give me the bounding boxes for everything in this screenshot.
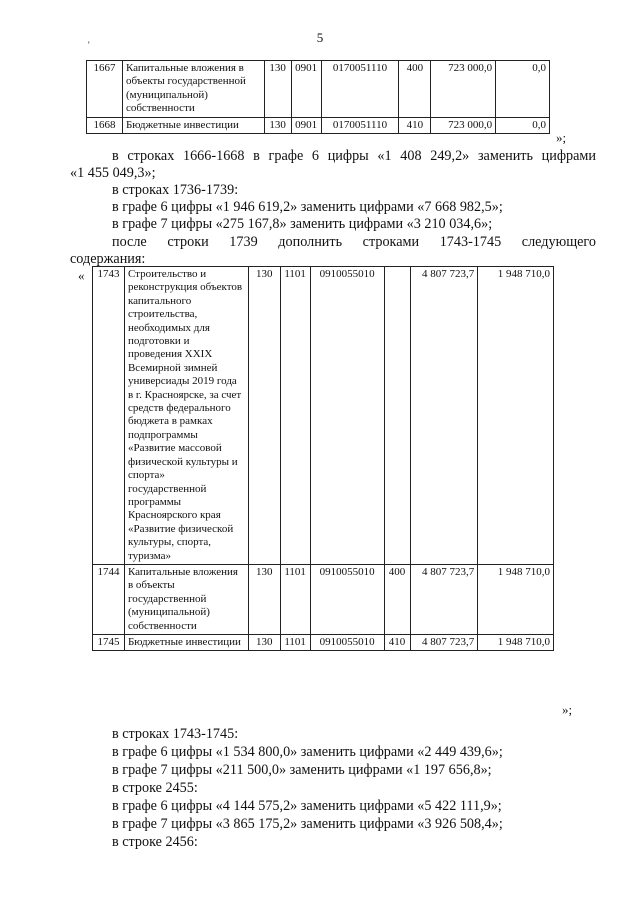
after-line-1: в строках 1743-1745:: [112, 726, 239, 742]
para-line-6: после строки 1739 дополнить строками 1743-1745 следующего: [112, 234, 596, 250]
cell-col6: 4 807 723,7: [410, 267, 478, 565]
row-name: Капитальные вложения в объекты государственной (муниципальной) собственности: [124, 564, 248, 634]
row-number: 1668: [87, 117, 123, 133]
para-line-7: содержания:: [70, 251, 146, 267]
after-line-6: в графе 7 цифры «3 865 175,2» заменить цифрами «3 926 508,4»;: [112, 816, 503, 832]
cell-code: 130: [264, 61, 291, 118]
after-line-5: в графе 6 цифры «4 144 575,2» заменить цифрами «5 422 111,9»;: [112, 798, 502, 814]
table1-close-mark: »;: [556, 130, 567, 145]
margin-tick: ': [88, 40, 90, 50]
after-line-7: в строке 2456:: [112, 834, 198, 850]
cell-col6: 4 807 723,7: [410, 564, 478, 634]
table-row: [93, 564, 554, 634]
after-line-3: в графе 7 цифры «211 500,0» заменить цифрами «1 197 656,8»;: [112, 762, 492, 778]
budget-table-1: [86, 60, 550, 134]
para-line-5: в графе 7 цифры «275 167,8» заменить цифрами «3 210 034,6»;: [112, 216, 493, 232]
table-row: [93, 634, 554, 650]
cell-type: 410: [399, 117, 431, 133]
cell-type: 400: [399, 61, 431, 118]
table-row: [87, 61, 550, 118]
cell-target: 0910055010: [310, 634, 384, 650]
para-line-4: в графе 6 цифры «1 946 619,2» заменить цифрами «7 668 982,5»;: [112, 199, 503, 215]
para-line-2: «1 455 049,3»;: [70, 165, 156, 181]
row-number: 1667: [87, 61, 123, 118]
cell-section: 0901: [291, 61, 321, 118]
cell-code: 130: [248, 634, 280, 650]
table-row: [93, 267, 554, 565]
cell-target: 0170051110: [321, 117, 399, 133]
cell-col7: 1 948 710,0: [478, 634, 554, 650]
cell-section: 0901: [291, 117, 321, 133]
cell-type: 400: [384, 564, 410, 634]
row-number: 1744: [93, 564, 125, 634]
table-row: [87, 117, 550, 133]
cell-col6: 4 807 723,7: [410, 634, 478, 650]
row-name: Бюджетные инвестиции: [122, 117, 264, 133]
table2-open-mark: «: [78, 268, 85, 283]
cell-col6: 723 000,0: [431, 117, 496, 133]
cell-target: 0910055010: [310, 267, 384, 565]
budget-table-2: [92, 266, 554, 651]
row-name: Строительство и реконструкция объектов капитального строительства, необходимых для подготовки и проведения XXIX Всемирной зимней универсиады 2019 года в г. Красноярске, за счет средств федерального бюджета в рамках подпрограммы «Развитие массовой физической культуры и спорта» государственной программы Красноярского края «Развитие физической культуры, спорта, туризма»: [124, 267, 248, 565]
after-line-2: в графе 6 цифры «1 534 800,0» заменить цифрами «2 449 439,6»;: [112, 744, 503, 760]
cell-code: 130: [248, 564, 280, 634]
cell-col6: 723 000,0: [431, 61, 496, 118]
cell-col7: 0,0: [496, 61, 550, 118]
cell-type: 410: [384, 634, 410, 650]
cell-col7: 1 948 710,0: [478, 267, 554, 565]
row-number: 1745: [93, 634, 125, 650]
cell-type: [384, 267, 410, 565]
table2-close-mark: »;: [562, 702, 573, 717]
after-line-4: в строке 2455:: [112, 780, 198, 796]
row-number: 1743: [93, 267, 125, 565]
cell-target: 0910055010: [310, 564, 384, 634]
para-line-1: в строках 1666-1668 в графе 6 цифры «1 408 249,2» заменить цифрами: [112, 148, 596, 164]
page-number: 5: [316, 30, 324, 45]
row-name: Бюджетные инвестиции: [124, 634, 248, 650]
cell-target: 0170051110: [321, 61, 399, 118]
cell-col7: 0,0: [496, 117, 550, 133]
cell-section: 1101: [280, 267, 310, 565]
para-line-3: в строках 1736-1739:: [112, 182, 239, 198]
cell-col7: 1 948 710,0: [478, 564, 554, 634]
cell-code: 130: [248, 267, 280, 565]
cell-section: 1101: [280, 634, 310, 650]
cell-section: 1101: [280, 564, 310, 634]
row-name: Капитальные вложения в объекты государственной (муниципальной) собственности: [122, 61, 264, 118]
cell-code: 130: [264, 117, 291, 133]
